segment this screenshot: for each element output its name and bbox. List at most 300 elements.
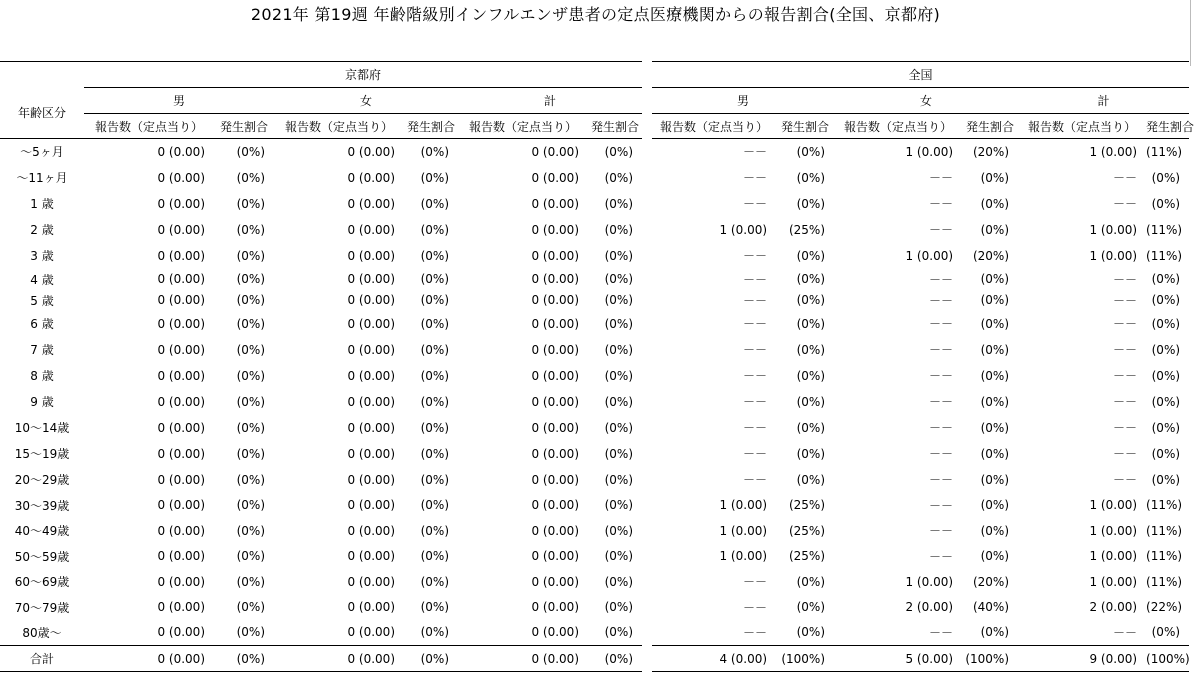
- rate-cell: (0%): [420, 272, 449, 286]
- report-count-cell: －－: [743, 171, 768, 185]
- report-count-cell: －－: [743, 197, 768, 211]
- report-count-cell: －－: [743, 473, 768, 487]
- region-gap: [642, 415, 652, 441]
- report-count-cell: －－: [743, 317, 768, 331]
- report-count-cell: 2 (0.00): [905, 600, 954, 614]
- report-count-cell: 0 (0.00): [531, 196, 579, 211]
- rate-cell: (0%): [604, 472, 634, 487]
- age-label: 30～39歳: [14, 498, 70, 513]
- report-count-cell: 0 (0.00): [531, 446, 579, 461]
- report-count-cell: －－: [929, 197, 954, 211]
- report-count-cell: 0 (0.00): [347, 293, 395, 307]
- table-row: [0, 191, 1189, 217]
- report-count-cell: 1 (0.00): [719, 222, 768, 237]
- rate-cell: (22%): [1146, 600, 1183, 614]
- total-row: [0, 646, 1189, 672]
- table-row: [0, 363, 1189, 389]
- age-label: 80歳～: [22, 625, 62, 640]
- total-cell: 9 (0.00): [1018, 646, 1146, 672]
- rate-cell: (0%): [604, 222, 634, 237]
- sex-header-kyoto-total: 計: [458, 88, 642, 114]
- rate-cell: (0%): [420, 342, 449, 357]
- rate-cell: (0%): [980, 170, 1010, 185]
- report-count-cell: 0 (0.00): [347, 549, 395, 563]
- report-count-cell: －－: [743, 343, 768, 357]
- rate-cell: (0%): [236, 472, 265, 487]
- report-count-cell: 0 (0.00): [157, 394, 205, 409]
- report-count-cell: －－: [743, 145, 768, 160]
- report-count-cell: 0 (0.00): [157, 446, 205, 461]
- rate-cell: (11%): [1146, 523, 1183, 538]
- region-gap: [642, 290, 652, 311]
- table-row: [0, 290, 1189, 311]
- rate-cell: (0%): [236, 420, 265, 435]
- region-gap: [642, 389, 652, 415]
- report-count-cell: 0 (0.00): [157, 549, 205, 563]
- rate-cell: (0%): [420, 248, 449, 263]
- col-rate-header: 発生割合: [214, 114, 274, 139]
- report-count-cell: －－: [743, 395, 768, 409]
- col-report-header: 報告数（定点当り）: [274, 114, 404, 139]
- rate-cell: (0%): [236, 222, 265, 237]
- age-label: 5 歳: [30, 293, 54, 308]
- table-row: [0, 311, 1189, 337]
- rate-cell: (0%): [420, 196, 449, 211]
- region-gap: [642, 243, 652, 269]
- rate-cell: (0%): [236, 523, 265, 538]
- report-count-cell: 0 (0.00): [347, 368, 395, 383]
- rate-cell: (0%): [1151, 625, 1181, 640]
- report-count-cell: 2 (0.00): [1089, 600, 1138, 614]
- rate-cell: (0%): [1151, 420, 1181, 435]
- rate-cell: (0%): [604, 523, 634, 538]
- report-count-cell: －－: [929, 549, 954, 564]
- report-count-cell: 1 (0.00): [1089, 144, 1138, 159]
- rate-cell: (0%): [604, 272, 634, 286]
- rate-cell: (0%): [604, 574, 634, 589]
- rate-cell: (0%): [1151, 342, 1181, 357]
- table-row: [0, 217, 1189, 243]
- report-count-cell: 0 (0.00): [347, 420, 395, 435]
- influenza-age-table: [0, 61, 1194, 672]
- table-row: [0, 337, 1189, 363]
- report-count-cell: －－: [929, 293, 954, 308]
- table-row: [0, 544, 1189, 569]
- region-header-national: 全国: [652, 62, 1189, 88]
- rate-cell: (0%): [980, 293, 1010, 307]
- total-cell: (100%): [776, 646, 834, 672]
- col-report-header: 報告数（定点当り）: [834, 114, 962, 139]
- rate-cell: (11%): [1146, 498, 1183, 512]
- rate-cell: (0%): [236, 196, 265, 211]
- rate-cell: (0%): [980, 420, 1010, 435]
- rate-cell: (0%): [980, 272, 1010, 286]
- report-count-cell: 0 (0.00): [157, 248, 205, 263]
- report-count-cell: 0 (0.00): [531, 394, 579, 409]
- rate-cell: (0%): [420, 316, 449, 331]
- rate-cell: (0%): [604, 293, 634, 307]
- rate-cell: (0%): [420, 446, 449, 461]
- report-count-cell: 0 (0.00): [347, 394, 395, 409]
- report-count-cell: 0 (0.00): [531, 472, 579, 487]
- total-cell: (0%): [404, 646, 458, 672]
- age-label: 15～19歳: [14, 447, 70, 461]
- report-count-cell: 0 (0.00): [531, 248, 579, 263]
- report-count-cell: 0 (0.00): [347, 523, 395, 538]
- rate-cell: (0%): [420, 222, 449, 237]
- report-count-cell: 0 (0.00): [531, 600, 579, 614]
- report-count-cell: 0 (0.00): [157, 316, 205, 331]
- report-count-cell: 0 (0.00): [157, 170, 205, 185]
- rate-cell: (0%): [604, 248, 634, 263]
- report-count-cell: 0 (0.00): [531, 144, 579, 159]
- sex-header-kyoto-male: 男: [84, 88, 274, 114]
- report-count-cell: －－: [929, 524, 954, 538]
- rate-cell: (0%): [420, 549, 449, 563]
- report-count-cell: －－: [743, 249, 768, 263]
- report-count-cell: 0 (0.00): [531, 625, 579, 640]
- rate-cell: (0%): [980, 625, 1010, 640]
- report-count-cell: 0 (0.00): [157, 498, 205, 512]
- report-count-cell: －－: [1113, 343, 1138, 357]
- rate-cell: (0%): [1151, 272, 1181, 286]
- region-gap: [642, 311, 652, 337]
- age-label: 7 歳: [30, 343, 54, 357]
- rate-cell: (0%): [980, 196, 1010, 211]
- total-label: 合計: [0, 646, 84, 672]
- report-count-cell: －－: [743, 272, 768, 287]
- report-count-cell: 1 (0.00): [719, 523, 768, 538]
- rate-cell: (0%): [796, 368, 826, 383]
- table-row: [0, 518, 1189, 544]
- report-count-cell: －－: [1113, 272, 1138, 287]
- report-count-cell: 1 (0.00): [905, 248, 954, 263]
- report-count-cell: 0 (0.00): [157, 293, 205, 307]
- table-row: [0, 269, 1189, 290]
- report-count-cell: 0 (0.00): [347, 272, 395, 286]
- report-count-cell: 0 (0.00): [347, 144, 395, 159]
- report-count-cell: －－: [743, 625, 768, 640]
- age-label: 8 歳: [30, 369, 54, 383]
- rate-cell: (0%): [236, 316, 265, 331]
- report-count-cell: －－: [929, 317, 954, 331]
- report-count-cell: 1 (0.00): [905, 144, 954, 159]
- age-label: ～11ヶ月: [16, 171, 68, 185]
- rate-cell: (0%): [796, 420, 826, 435]
- report-count-cell: 0 (0.00): [531, 293, 579, 307]
- rate-cell: (40%): [972, 600, 1010, 614]
- total-cell: (0%): [214, 646, 274, 672]
- rate-cell: (0%): [604, 368, 634, 383]
- report-count-cell: 0 (0.00): [157, 144, 205, 159]
- table-row: [0, 243, 1189, 269]
- total-cell: 4 (0.00): [652, 646, 776, 672]
- sex-header-kyoto-female: 女: [274, 88, 458, 114]
- report-count-cell: 0 (0.00): [531, 170, 579, 185]
- page-title: 2021年 第19週 年齢階級別インフルエンザ患者の定点医療機関からの報告割合(全国、京都府): [250, 5, 941, 24]
- rate-cell: (0%): [420, 472, 449, 487]
- report-count-cell: －－: [929, 498, 954, 513]
- rate-cell: (0%): [604, 170, 634, 185]
- age-label: 2 歳: [30, 223, 54, 237]
- rate-cell: (0%): [420, 394, 449, 409]
- rate-cell: (0%): [420, 368, 449, 383]
- rate-cell: (0%): [1151, 368, 1181, 383]
- report-count-cell: 0 (0.00): [531, 222, 579, 237]
- report-count-cell: －－: [1113, 395, 1138, 409]
- total-cell: (100%): [962, 646, 1018, 672]
- rate-cell: (0%): [236, 248, 265, 263]
- total-cell: (0%): [588, 646, 642, 672]
- report-count-cell: 0 (0.00): [347, 222, 395, 237]
- report-count-cell: －－: [1113, 421, 1138, 435]
- report-count-cell: 0 (0.00): [347, 574, 395, 589]
- rate-cell: (0%): [236, 342, 265, 357]
- rate-cell: (0%): [236, 170, 265, 185]
- report-count-cell: 0 (0.00): [347, 170, 395, 185]
- rate-cell: (0%): [796, 272, 826, 286]
- rate-cell: (0%): [796, 170, 826, 185]
- report-count-cell: 0 (0.00): [531, 272, 579, 286]
- region-gap: [642, 191, 652, 217]
- region-gap: [642, 620, 652, 646]
- rate-cell: (0%): [236, 394, 265, 409]
- report-count-cell: －－: [743, 600, 768, 615]
- rate-cell: (0%): [980, 446, 1010, 461]
- report-count-cell: －－: [929, 447, 954, 461]
- report-count-cell: －－: [929, 343, 954, 357]
- report-count-cell: 1 (0.00): [719, 549, 768, 563]
- report-count-cell: －－: [1113, 625, 1138, 640]
- region-gap: [642, 518, 652, 544]
- report-count-cell: 0 (0.00): [157, 600, 205, 614]
- sex-header-national-total: 計: [1018, 88, 1189, 114]
- report-count-cell: 0 (0.00): [157, 523, 205, 538]
- region-gap: [642, 441, 652, 467]
- age-label: 10～14歳: [14, 421, 70, 435]
- rate-cell: (0%): [796, 394, 826, 409]
- rate-cell: (0%): [236, 600, 265, 614]
- rate-cell: (0%): [420, 170, 449, 185]
- col-rate-header: 発生割合: [1146, 114, 1189, 139]
- rate-cell: (0%): [420, 574, 449, 589]
- report-count-cell: －－: [929, 223, 954, 237]
- age-label: 40～49歳: [14, 524, 70, 538]
- rate-cell: (0%): [420, 600, 449, 614]
- region-gap: [642, 467, 652, 493]
- rate-cell: (0%): [1151, 170, 1181, 185]
- col-rate-header: 発生割合: [404, 114, 458, 139]
- report-count-cell: －－: [1113, 317, 1138, 331]
- total-cell: 5 (0.00): [834, 646, 962, 672]
- region-gap: [642, 569, 652, 595]
- rate-cell: (0%): [796, 472, 826, 487]
- age-label: 9 歳: [30, 395, 54, 409]
- report-count-cell: 0 (0.00): [157, 625, 205, 640]
- rate-cell: (0%): [604, 420, 634, 435]
- col-report-header: 報告数（定点当り）: [652, 114, 776, 139]
- total-cell: 0 (0.00): [274, 646, 404, 672]
- rate-cell: (0%): [236, 549, 265, 563]
- rate-cell: (0%): [604, 394, 634, 409]
- col-report-header: 報告数（定点当り）: [1018, 114, 1146, 139]
- report-count-cell: 0 (0.00): [347, 600, 395, 614]
- report-count-cell: 0 (0.00): [347, 472, 395, 487]
- report-count-cell: 0 (0.00): [157, 472, 205, 487]
- report-count-cell: －－: [1113, 447, 1138, 461]
- report-count-cell: 0 (0.00): [347, 196, 395, 211]
- rate-cell: (20%): [972, 574, 1010, 589]
- rate-cell: (0%): [604, 316, 634, 331]
- rate-cell: (0%): [796, 316, 826, 331]
- rate-cell: (0%): [980, 498, 1010, 512]
- rate-cell: (0%): [796, 574, 826, 589]
- region-gap: [642, 139, 652, 165]
- region-gap: [642, 544, 652, 569]
- region-gap: [642, 165, 652, 191]
- age-label: 6 歳: [30, 317, 54, 331]
- region-gap: [642, 114, 652, 139]
- report-count-cell: 1 (0.00): [1089, 222, 1138, 237]
- rate-cell: (0%): [1151, 472, 1181, 487]
- report-count-cell: －－: [743, 421, 768, 435]
- rate-cell: (0%): [236, 625, 265, 640]
- region-gap: [642, 646, 652, 672]
- rate-cell: (0%): [796, 144, 826, 159]
- report-count-cell: 0 (0.00): [157, 222, 205, 237]
- report-count-cell: 0 (0.00): [157, 574, 205, 589]
- rate-cell: (25%): [788, 549, 826, 563]
- rate-cell: (0%): [604, 144, 634, 159]
- rate-cell: (0%): [420, 144, 449, 159]
- rate-cell: (20%): [972, 248, 1010, 263]
- table-row: [0, 165, 1189, 191]
- rate-cell: (0%): [604, 498, 634, 512]
- rate-cell: (0%): [236, 272, 265, 286]
- report-count-cell: 0 (0.00): [347, 342, 395, 357]
- table-row: [0, 493, 1189, 518]
- region-gap: [642, 337, 652, 363]
- rate-cell: (25%): [788, 222, 826, 237]
- age-label: 1 歳: [30, 197, 54, 211]
- report-count-cell: 0 (0.00): [157, 342, 205, 357]
- col-report-header: 報告数（定点当り）: [84, 114, 214, 139]
- report-count-cell: 0 (0.00): [531, 342, 579, 357]
- report-count-cell: 0 (0.00): [347, 446, 395, 461]
- rate-cell: (0%): [604, 549, 634, 563]
- report-count-cell: 0 (0.00): [347, 316, 395, 331]
- rate-cell: (0%): [796, 600, 826, 614]
- rate-cell: (0%): [980, 222, 1010, 237]
- rate-cell: (0%): [796, 446, 826, 461]
- report-count-cell: 0 (0.00): [531, 316, 579, 331]
- rate-cell: (0%): [980, 394, 1010, 409]
- col-report-header: 報告数（定点当り）: [458, 114, 588, 139]
- rate-cell: (0%): [980, 342, 1010, 357]
- rate-cell: (0%): [604, 600, 634, 614]
- rate-cell: (0%): [980, 368, 1010, 383]
- report-count-cell: －－: [1113, 369, 1138, 383]
- report-count-cell: －－: [1113, 473, 1138, 487]
- table-body: [0, 139, 1189, 646]
- report-count-cell: －－: [929, 395, 954, 409]
- rate-cell: (0%): [236, 293, 265, 307]
- report-count-cell: 0 (0.00): [531, 368, 579, 383]
- col-rate-header: 発生割合: [588, 114, 642, 139]
- report-count-cell: 0 (0.00): [531, 523, 579, 538]
- age-label: 20～29歳: [14, 473, 70, 487]
- sex-header-national-female: 女: [834, 88, 1018, 114]
- rate-cell: (0%): [604, 342, 634, 357]
- table-row: [0, 415, 1189, 441]
- report-count-cell: －－: [929, 473, 954, 487]
- report-count-cell: 0 (0.00): [531, 420, 579, 435]
- report-count-cell: 0 (0.00): [347, 248, 395, 263]
- age-label: 70～79歳: [14, 600, 70, 615]
- report-count-cell: －－: [929, 272, 954, 287]
- header-spacer: [0, 62, 84, 88]
- region-gap: [642, 269, 652, 290]
- report-count-cell: 1 (0.00): [1089, 248, 1138, 263]
- report-count-cell: －－: [1113, 171, 1138, 185]
- rate-cell: (11%): [1146, 574, 1183, 589]
- report-count-cell: －－: [929, 171, 954, 185]
- report-count-cell: －－: [743, 369, 768, 383]
- rate-cell: (0%): [420, 523, 449, 538]
- report-count-cell: 0 (0.00): [157, 196, 205, 211]
- age-label: 50～59歳: [14, 549, 70, 564]
- rate-cell: (0%): [420, 293, 449, 307]
- rate-cell: (20%): [972, 144, 1010, 159]
- table-row: [0, 595, 1189, 620]
- report-count-cell: 1 (0.00): [1089, 523, 1138, 538]
- rate-cell: (0%): [236, 498, 265, 512]
- report-count-cell: －－: [743, 293, 768, 308]
- rate-cell: (11%): [1146, 222, 1183, 237]
- report-count-cell: 0 (0.00): [531, 574, 579, 589]
- report-count-cell: 1 (0.00): [1089, 549, 1138, 563]
- report-count-cell: 0 (0.00): [531, 498, 579, 512]
- rate-cell: (0%): [604, 196, 634, 211]
- table-row: [0, 620, 1189, 646]
- col-rate-header: 発生割合: [962, 114, 1018, 139]
- region-header-kyoto: 京都府: [84, 62, 642, 88]
- report-count-cell: 0 (0.00): [157, 272, 205, 286]
- rate-cell: (0%): [980, 523, 1010, 538]
- rate-cell: (11%): [1146, 144, 1183, 159]
- table-row: [0, 441, 1189, 467]
- rate-cell: (0%): [980, 316, 1010, 331]
- rate-cell: (0%): [796, 248, 826, 263]
- rate-cell: (0%): [1151, 196, 1181, 211]
- region-gap: [642, 62, 652, 88]
- age-label: 4 歳: [30, 272, 54, 287]
- age-column-header: 年齢区分: [0, 88, 84, 139]
- total-cell: 0 (0.00): [458, 646, 588, 672]
- rate-cell: (25%): [788, 498, 826, 512]
- report-count-cell: 1 (0.00): [719, 498, 768, 512]
- rate-cell: (0%): [420, 625, 449, 640]
- rate-cell: (0%): [980, 549, 1010, 563]
- table-row: [0, 467, 1189, 493]
- report-count-cell: －－: [929, 421, 954, 435]
- region-gap: [642, 217, 652, 243]
- report-count-cell: 0 (0.00): [347, 625, 395, 640]
- rate-cell: (0%): [1151, 394, 1181, 409]
- rate-cell: (0%): [236, 574, 265, 589]
- report-count-cell: －－: [1113, 197, 1138, 211]
- age-label: 60～69歳: [14, 575, 70, 589]
